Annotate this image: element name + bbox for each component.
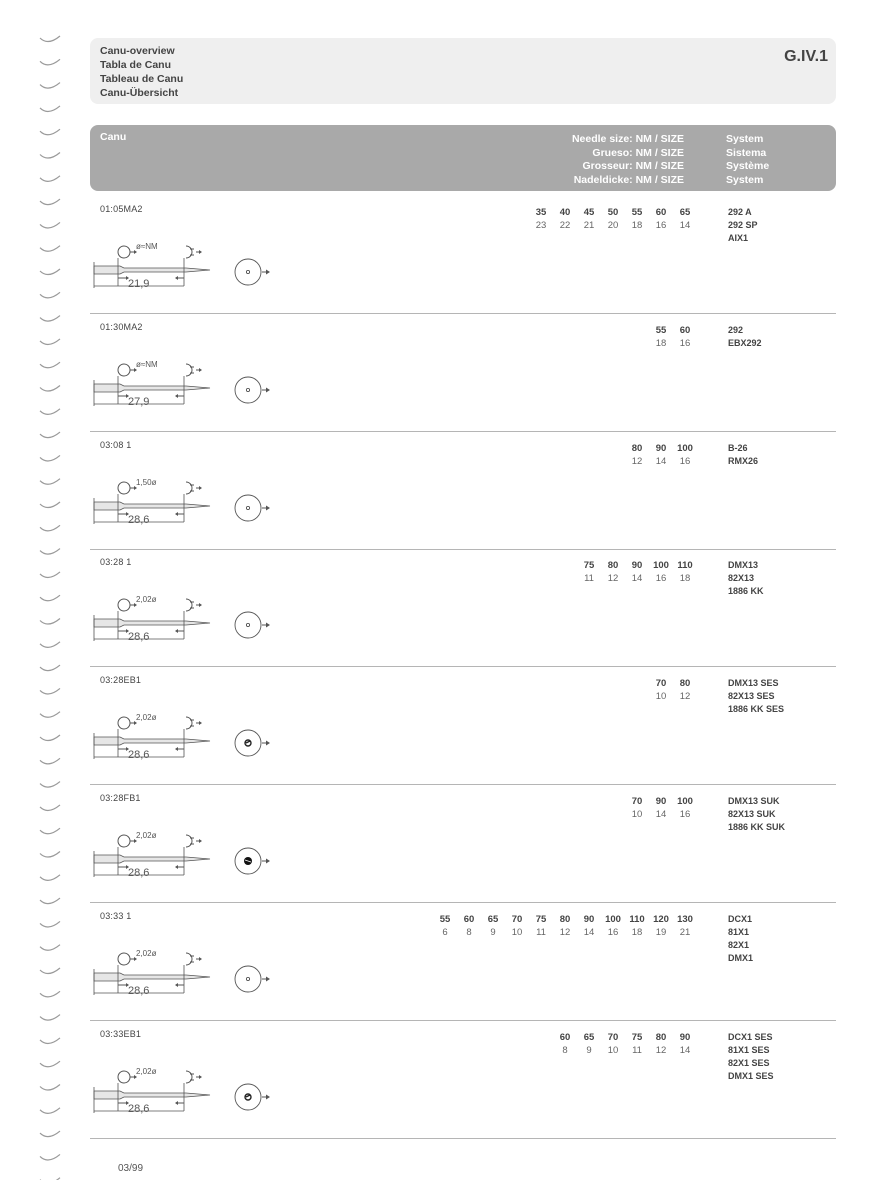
- size-cell: [600, 206, 626, 232]
- binding-loop: [40, 875, 60, 881]
- point-diagram: [230, 370, 290, 410]
- size-value: 14: [583, 926, 595, 938]
- size-value: 18: [631, 926, 643, 938]
- point-section-icon: [230, 370, 290, 410]
- system-name: 1886 KK SES: [728, 704, 785, 715]
- binding-loop: [40, 1131, 60, 1137]
- binding-loop: [40, 805, 60, 811]
- size-cell: [456, 913, 482, 939]
- size-value: 10: [607, 1044, 619, 1056]
- size-value: 10: [655, 691, 667, 703]
- point-diagram: [230, 841, 290, 881]
- size-value: 18: [631, 220, 643, 231]
- needle-row: [90, 196, 836, 314]
- size-value: 16: [679, 455, 691, 467]
- binding-loop: [40, 525, 60, 531]
- system-label-de: System: [726, 173, 764, 186]
- size-value: 21: [679, 926, 691, 938]
- size-value: 12: [607, 573, 619, 585]
- size-value: 11: [584, 573, 594, 585]
- nm-value: 70: [655, 678, 667, 690]
- needle-drawing-icon: [90, 711, 230, 775]
- canu-code: 03:28EB1: [100, 675, 142, 686]
- system-name: 81X1: [728, 926, 750, 937]
- binding-loop: [40, 153, 60, 159]
- system-list: [728, 913, 753, 965]
- binding-loop: [40, 269, 60, 275]
- size-value: 19: [655, 926, 667, 938]
- binding-loop: [40, 479, 60, 485]
- binding-loop: [40, 1038, 60, 1044]
- nm-value: 110: [677, 560, 693, 572]
- needle-row: [90, 785, 836, 903]
- footer-date: 03/99: [118, 1163, 144, 1174]
- binding-loop: [40, 665, 60, 671]
- size-cell: [624, 1031, 650, 1057]
- system-name: 1886 KK SUK: [728, 822, 786, 832]
- nm-value: 60: [559, 1031, 571, 1043]
- binding-loop: [40, 386, 60, 392]
- system-name: EBX292: [728, 337, 762, 348]
- binding-loop: [40, 712, 60, 718]
- diameter-symbol: 2,02ø: [136, 595, 157, 605]
- nm-value: 55: [631, 207, 643, 218]
- nm-value: 100: [677, 796, 693, 807]
- binding-loop: [40, 782, 60, 788]
- canu-code: 01:05MA2: [100, 204, 143, 214]
- nm-value: 120: [653, 913, 669, 925]
- binding-loop: [40, 758, 60, 764]
- nm-value: 60: [463, 913, 475, 925]
- header-size-labels: [572, 133, 684, 187]
- nm-value: 60: [679, 324, 691, 336]
- canu-code: 03:33 1: [100, 910, 132, 921]
- system-name: DMX1 SES: [728, 1070, 774, 1081]
- size-cell: [672, 206, 698, 232]
- needle-row: [90, 667, 836, 785]
- size-value: 18: [655, 337, 667, 349]
- size-value: 12: [559, 926, 571, 938]
- size-value: 21: [583, 220, 595, 231]
- binding-loop: [40, 106, 60, 112]
- size-value: 9: [586, 1044, 592, 1056]
- needle-drawing-icon: [90, 240, 230, 304]
- needle-diagram: [90, 711, 230, 775]
- binding-loop: [40, 292, 60, 298]
- binding-loop: [40, 1108, 60, 1114]
- system-name: 82X1 SES: [728, 1057, 770, 1068]
- size-cell: [648, 442, 674, 468]
- length-dimension: 28,6: [128, 749, 150, 762]
- nm-value: 80: [655, 1031, 667, 1043]
- size-value: 16: [679, 337, 691, 349]
- size-cell: [672, 1031, 698, 1057]
- binding-loop: [40, 549, 60, 555]
- binding-loop: [40, 199, 60, 205]
- nm-value: 70: [511, 913, 523, 925]
- needle-diagram: [90, 240, 230, 304]
- diameter-symbol: 2,02ø: [136, 831, 157, 840]
- size-cell: [552, 913, 578, 939]
- nm-value: 90: [655, 442, 667, 454]
- header-system-labels: [726, 133, 769, 187]
- spiral-binding: [36, 30, 66, 1180]
- canu-code: 03:28FB1: [100, 793, 141, 803]
- system-name: 81X1 SES: [728, 1044, 770, 1055]
- size-cell: [480, 913, 506, 939]
- binding-loop: [40, 921, 60, 927]
- size-value: 23: [535, 220, 547, 231]
- nm-value: 70: [607, 1031, 619, 1043]
- point-diagram: [230, 488, 290, 528]
- length-dimension: 21,9: [128, 278, 150, 290]
- binding-loop: [40, 316, 60, 322]
- binding-loop: [40, 129, 60, 135]
- binding-loop: [40, 432, 60, 438]
- size-value: 14: [679, 220, 691, 231]
- size-value: 16: [655, 220, 667, 231]
- size-cell: [672, 913, 698, 939]
- length-dimension: 27,9: [128, 395, 150, 408]
- size-value: 8: [466, 926, 472, 938]
- size-cell: [672, 795, 698, 821]
- nm-value: 90: [631, 560, 643, 572]
- title-fr: Tableau de Canu: [100, 73, 184, 85]
- point-diagram: [230, 605, 290, 645]
- binding-loop: [40, 852, 60, 858]
- binding-loop: [40, 688, 60, 694]
- binding-loop: [40, 1085, 60, 1091]
- binding-loop: [40, 339, 60, 345]
- binding-loop: [40, 572, 60, 578]
- size-label-fr: Grosseur: NM / SIZE: [582, 160, 684, 172]
- size-value: 20: [607, 220, 619, 231]
- system-list: [728, 324, 762, 350]
- size-cell: [624, 795, 650, 821]
- system-list: [728, 1031, 774, 1083]
- system-name: 82X13 SUK: [728, 809, 776, 819]
- point-section-icon: [230, 723, 290, 763]
- size-value: 14: [655, 809, 667, 820]
- nm-value: 55: [655, 324, 667, 336]
- nm-value: 65: [487, 913, 499, 925]
- size-cell: [600, 559, 626, 585]
- binding-loop: [40, 898, 60, 904]
- size-cell: [672, 677, 698, 703]
- size-cell: [624, 206, 650, 232]
- system-list: [728, 559, 764, 598]
- nm-value: 80: [607, 560, 619, 572]
- binding-loop: [40, 59, 60, 65]
- system-label-es: Sistema: [726, 146, 767, 159]
- nm-value: 75: [631, 1031, 643, 1043]
- system-label-en: System: [726, 133, 764, 145]
- size-cell: [576, 559, 602, 585]
- nm-value: 90: [655, 796, 667, 807]
- system-name: 82X13 SES: [728, 691, 775, 702]
- size-cell: [528, 913, 554, 939]
- diameter-symbol: 2,02ø: [136, 713, 157, 723]
- binding-loop: [40, 362, 60, 368]
- nm-value: 90: [583, 913, 595, 925]
- nm-value: 55: [439, 913, 451, 925]
- size-label-es: Grueso: NM / SIZE: [592, 146, 684, 159]
- diameter-symbol: ø≈NM: [136, 359, 158, 369]
- canu-code: 03:28 1: [100, 557, 132, 568]
- size-value: 16: [655, 573, 667, 585]
- size-cell: [432, 913, 458, 939]
- binding-loop: [40, 828, 60, 834]
- canu-code: 03:08 1: [100, 439, 132, 450]
- size-cell: [528, 206, 554, 232]
- binding-loop: [40, 502, 60, 508]
- size-cell: [648, 913, 674, 939]
- needle-drawing-icon: [90, 947, 230, 1011]
- needle-diagram: [90, 476, 230, 540]
- nm-value: 60: [655, 207, 667, 218]
- size-cell: [576, 913, 602, 939]
- nm-value: 110: [629, 913, 645, 925]
- binding-loop: [40, 1015, 60, 1021]
- point-section-icon: [230, 252, 290, 292]
- system-name: DMX1: [728, 952, 754, 963]
- size-value: 22: [559, 220, 571, 231]
- size-value: 11: [536, 926, 546, 938]
- system-name: B-26: [728, 442, 748, 453]
- point-section-icon: [230, 488, 290, 528]
- nm-value: 50: [607, 207, 619, 218]
- system-name: DMX13 SES: [728, 678, 779, 689]
- needle-diagram: [90, 1065, 230, 1129]
- nm-value: 65: [679, 207, 691, 218]
- size-cell: [648, 324, 674, 350]
- nm-value: 90: [679, 1031, 691, 1043]
- binding-loop: [40, 735, 60, 741]
- size-value: 6: [442, 926, 448, 938]
- binding-loop: [40, 246, 60, 252]
- system-name: AIX1: [728, 233, 749, 243]
- diameter-symbol: ø≈NM: [136, 242, 158, 251]
- size-cell: [648, 795, 674, 821]
- title-de: Canu-Übersicht: [100, 87, 179, 99]
- point-diagram: [230, 959, 290, 999]
- point-section-icon: [230, 841, 290, 881]
- system-label-fr: Système: [726, 160, 770, 172]
- size-value: 14: [655, 455, 667, 467]
- size-cell: [624, 913, 650, 939]
- system-name: 82X13: [728, 573, 755, 584]
- length-dimension: 28,6: [128, 984, 150, 997]
- binding-loops-icon: [36, 30, 66, 1180]
- size-cell: [648, 677, 674, 703]
- system-list: [728, 206, 758, 245]
- nm-value: 100: [653, 560, 669, 572]
- binding-loop: [40, 991, 60, 997]
- needle-drawing-icon: [90, 1065, 230, 1129]
- point-section-icon: [230, 1077, 290, 1117]
- system-name: DMX13: [728, 560, 759, 571]
- needle-row: [90, 432, 836, 550]
- point-diagram: [230, 1077, 290, 1117]
- size-value: 11: [632, 1044, 642, 1056]
- needle-row: [90, 1021, 836, 1139]
- needle-row: [90, 549, 836, 667]
- nm-value: 65: [583, 1031, 595, 1043]
- needle-diagram: [90, 829, 230, 893]
- system-name: RMX26: [728, 455, 759, 466]
- binding-loop: [40, 1154, 60, 1160]
- nm-value: 75: [583, 560, 595, 572]
- binding-loop: [40, 222, 60, 228]
- size-value: 14: [679, 1044, 691, 1056]
- size-value: 12: [631, 455, 643, 467]
- binding-loop: [40, 945, 60, 951]
- nm-value: 100: [605, 913, 621, 925]
- binding-loop: [40, 968, 60, 974]
- needle-diagram: [90, 358, 230, 422]
- binding-loop: [40, 595, 60, 601]
- system-list: [728, 795, 785, 834]
- title-box: [90, 38, 836, 104]
- length-dimension: 28,6: [128, 631, 150, 644]
- binding-loop: [40, 1178, 60, 1180]
- document-titles: [100, 44, 183, 100]
- binding-loop: [40, 36, 60, 42]
- header-canu: Canu: [100, 131, 127, 143]
- size-cell: [576, 206, 602, 232]
- size-cell: [648, 559, 674, 585]
- system-name: DMX13 SUK: [728, 796, 780, 806]
- length-dimension: 28,6: [128, 513, 150, 526]
- binding-loop: [40, 83, 60, 89]
- size-value: 8: [562, 1044, 568, 1056]
- system-name: 292 A: [728, 207, 752, 217]
- nm-value: 80: [631, 442, 643, 454]
- needle-drawing-icon: [90, 593, 230, 657]
- size-cell: [600, 1031, 626, 1057]
- binding-loop: [40, 642, 60, 648]
- table-header: [90, 125, 836, 191]
- size-value: 10: [631, 809, 643, 820]
- size-label-en: Needle size: NM / SIZE: [571, 133, 684, 145]
- binding-loop: [40, 176, 60, 182]
- system-name: 292: [728, 324, 744, 335]
- size-cell: [672, 324, 698, 350]
- size-cell: [672, 442, 698, 468]
- system-name: DCX1 SES: [728, 1031, 773, 1042]
- point-section-icon: [230, 605, 290, 645]
- nm-value: 80: [559, 913, 571, 925]
- size-cell: [552, 1031, 578, 1057]
- size-value: 14: [631, 573, 643, 585]
- needle-row: [90, 903, 836, 1021]
- needle-drawing-icon: [90, 476, 230, 540]
- size-value: 12: [655, 1044, 667, 1056]
- size-cell: [504, 913, 530, 939]
- size-cell: [600, 913, 626, 939]
- point-section-icon: [230, 959, 290, 999]
- nm-value: 70: [631, 796, 643, 807]
- size-value: 16: [679, 809, 691, 820]
- length-dimension: 28,6: [128, 1102, 150, 1115]
- nm-value: 80: [679, 678, 691, 690]
- system-name: 292 SP: [728, 220, 758, 230]
- binding-loop: [40, 619, 60, 625]
- system-list: [728, 677, 784, 716]
- canu-code: 03:33EB1: [100, 1028, 142, 1039]
- size-cell: [648, 206, 674, 232]
- nm-value: 75: [535, 913, 547, 925]
- binding-loop: [40, 1061, 60, 1067]
- nm-value: 100: [677, 442, 693, 454]
- title-en: Canu-overview: [100, 45, 175, 57]
- size-value: 12: [679, 691, 691, 703]
- needle-diagram: [90, 947, 230, 1011]
- canu-code: 01:30MA2: [100, 321, 143, 332]
- size-cell: [648, 1031, 674, 1057]
- point-diagram: [230, 252, 290, 292]
- system-name: 1886 KK: [728, 586, 764, 597]
- title-es: Tabla de Canu: [100, 59, 171, 71]
- page-code: G.IV.1: [784, 48, 828, 65]
- nm-value: 45: [583, 207, 595, 218]
- size-cell: [624, 559, 650, 585]
- nm-value: 40: [559, 207, 571, 218]
- diameter-symbol: 2,02ø: [136, 948, 157, 958]
- length-dimension: 28,6: [128, 867, 150, 879]
- needle-diagram: [90, 593, 230, 657]
- size-value: 9: [490, 926, 496, 938]
- system-list: [728, 442, 758, 468]
- size-value: 18: [679, 573, 691, 585]
- diameter-symbol: 1,50ø: [136, 477, 157, 487]
- system-name: DCX1: [728, 913, 753, 924]
- needle-row: [90, 314, 836, 432]
- size-value: 10: [511, 926, 523, 938]
- diameter-symbol: 2,02ø: [136, 1066, 157, 1076]
- size-cell: [552, 206, 578, 232]
- size-cell: [576, 1031, 602, 1057]
- size-label-de: Nadeldicke: NM / SIZE: [573, 173, 684, 186]
- needle-drawing-icon: [90, 829, 230, 893]
- binding-loop: [40, 409, 60, 415]
- size-cell: [624, 442, 650, 468]
- point-diagram: [230, 723, 290, 763]
- size-cell: [672, 559, 698, 585]
- binding-loop: [40, 455, 60, 461]
- needle-drawing-icon: [90, 358, 230, 422]
- nm-value: 130: [677, 913, 693, 925]
- nm-value: 35: [535, 207, 547, 218]
- size-value: 16: [607, 926, 619, 938]
- system-name: 82X1: [728, 939, 750, 950]
